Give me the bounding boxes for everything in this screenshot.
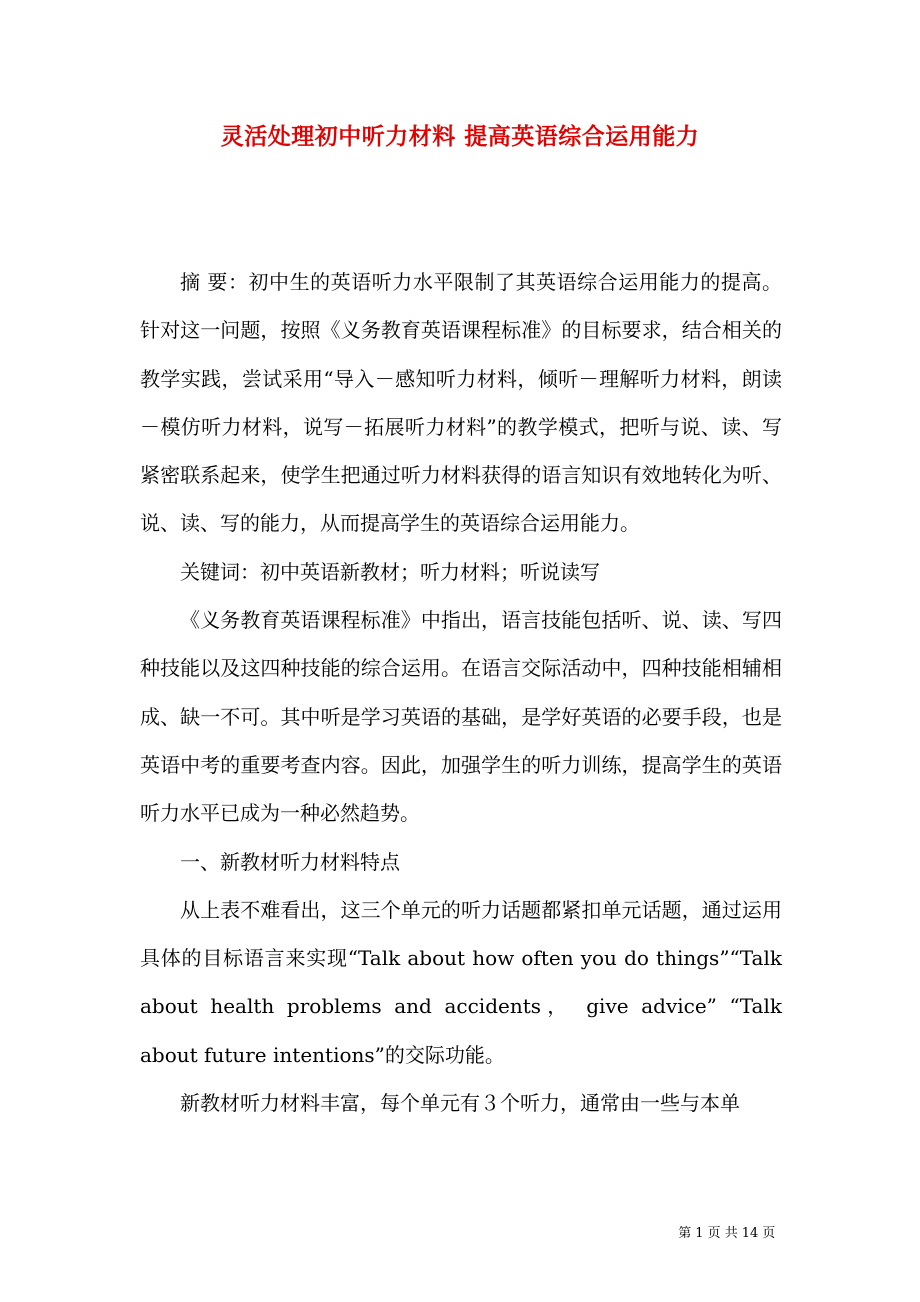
- body-paragraph: 新教材听力材料丰富，每个单元有３个听力，通常由一些与本单: [180, 1091, 740, 1116]
- page-prefix: 第: [678, 1226, 692, 1241]
- body-paragraph: 《义务教育英语课程标准》中指出，语言技能包括听、说、读、写四种技能以及这四种技能的综合运用。在语言交际活动中，四种技能相辅相成、缺一不可。其中听是学习英语的基础，是学好英语的必要手段，也是英语中考的重要考查内容。因此，加强学生的听力训练，提高学生的英语听力水平已成为一种必然趋势。: [140, 608, 782, 826]
- page-number: 1: [695, 1226, 704, 1241]
- page-footer: [670, 1207, 779, 1241]
- page-middle: 页 共: [707, 1226, 738, 1241]
- body-paragraph: 从上表不难看出，这三个单元的听力话题都紧扣单元话题，通过运用具体的目标语言来实现“Talk about how often you do things”“Talk about health problems and accidents， give advice” “Talk about future intentions”的交际功能。: [140, 897, 782, 1067]
- page-suffix: 页: [762, 1226, 776, 1241]
- total-pages: 14: [741, 1226, 759, 1241]
- document-title: 灵活处理初中听力材料 提高英语综合运用能力: [220, 123, 700, 150]
- section-heading: 一、新教材听力材料特点: [180, 849, 400, 874]
- document-body: [140, 258, 782, 1127]
- abstract-paragraph: 摘 要：初中生的英语听力水平限制了其英语综合运用能力的提高。针对这一问题，按照《义务教育英语课程标准》的目标要求，结合相关的教学实践，尝试采用“导入－感知听力材料，倾听－理解听力材料，朗读－模仿听力材料，说写－拓展听力材料”的教学模式，把听与说、读、写紧密联系起来，使学生把通过听力材料获得的语言知识有效地转化为听、说、读、写的能力，从而提高学生的英语综合运用能力。: [140, 270, 782, 536]
- keywords-paragraph: 关键词：初中英语新教材；听力材料；听说读写: [180, 559, 600, 584]
